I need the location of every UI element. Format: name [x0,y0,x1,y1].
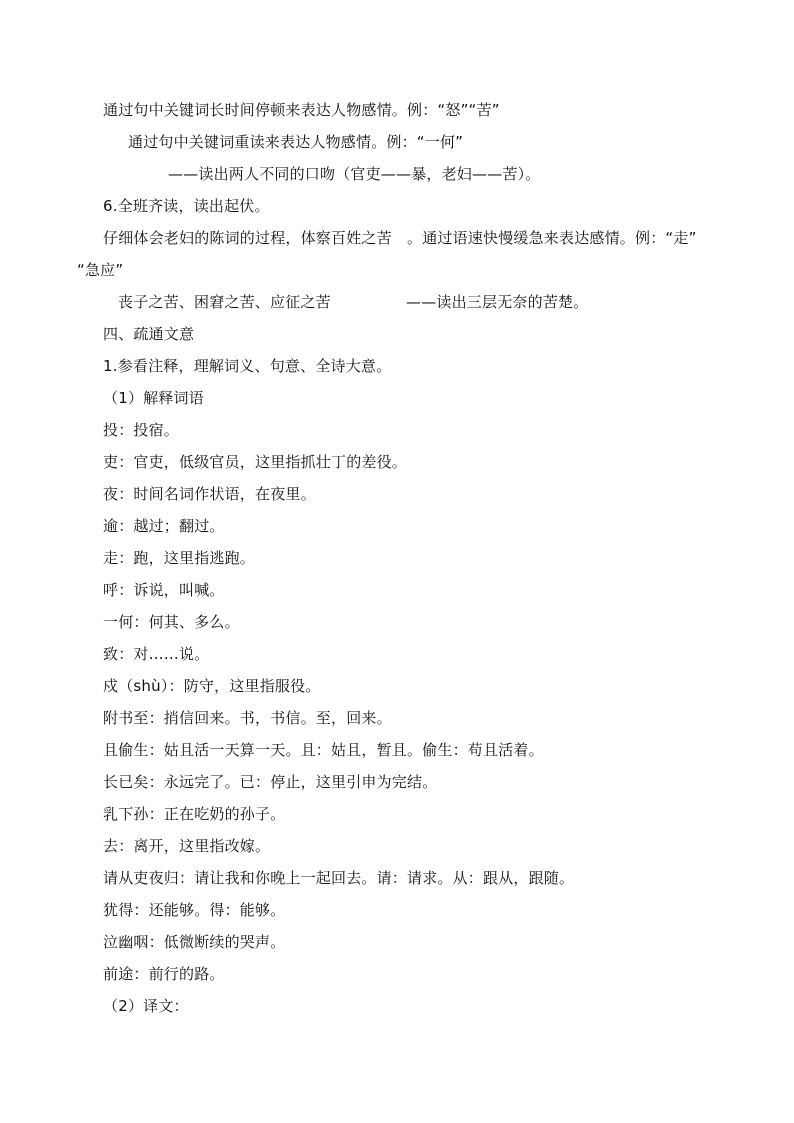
subheading-translation: （2）译文： [103,997,189,1015]
vocab-item: 前途：前行的路。 [103,965,225,983]
text-line-item-1: 1.参看注释，理解词义、句意、全诗大意。 [103,357,392,375]
text-line-three-bitter-read: ——读出三层无奈的苦楚。 [406,293,589,311]
vocab-item: 呼：诉说，叫喊。 [103,581,225,599]
vocab-item: 一何：何其、多么。 [103,613,240,631]
text-line-stress: 通过句中关键词重读来表达人物感情。例：“一何” [128,133,464,151]
section-heading-4: 四、疏通文意 [103,325,195,343]
vocab-item: 夜：时间名词作状语，在夜里。 [103,485,316,503]
text-line-tone: ——读出两人不同的口吻（官吏——暴，老妇——苦）。 [168,165,541,183]
vocab-item: 泣幽咽：低微断续的哭声。 [103,933,286,951]
text-line-item-6: 6.全班齐读，读出起伏。 [103,197,270,215]
text-line-speed: 仔细体会老妇的陈词的过程，体察百姓之苦 。通过语速快慢缓急来表达感情。例：“走” [103,229,697,247]
vocab-item: 戍（shù）：防守，这里指服役。 [103,677,321,695]
subheading-vocab: （1）解释词语 [103,389,204,407]
vocab-item: 去：离开，这里指改嫁。 [103,837,271,855]
vocab-item: 致：对……说。 [103,645,210,663]
text-line-speed-cont: “急应” [77,261,124,279]
text-line-three-bitter: 丧子之苦、困窘之苦、应征之苦 [118,293,331,311]
vocab-item: 走：跑，这里指逃跑。 [103,549,256,567]
vocab-item: 吏：官吏，低级官员，这里指抓壮丁的差役。 [103,453,408,471]
vocab-item: 投：投宿。 [103,421,180,439]
text-line-pause: 通过句中关键词长时间停顿来表达人物感情。例：“怒”“苦” [103,101,500,119]
vocab-item: 逾：越过；翻过。 [103,517,225,535]
vocab-item: 长已矣：永远完了。已：停止，这里引申为完结。 [103,773,438,791]
vocab-item: 附书至：捎信回来。书，书信。至，回来。 [103,709,392,727]
vocab-item: 乳下孙：正在吃奶的孙子。 [103,805,286,823]
vocab-item: 且偷生：姑且活一天算一天。且：姑且，暂且。偷生：苟且活着。 [103,741,544,759]
vocab-item: 犹得：还能够。得：能够。 [103,901,286,919]
vocab-item: 请从吏夜归：请让我和你晚上一起回去。请：请求。从：跟从，跟随。 [103,869,575,887]
